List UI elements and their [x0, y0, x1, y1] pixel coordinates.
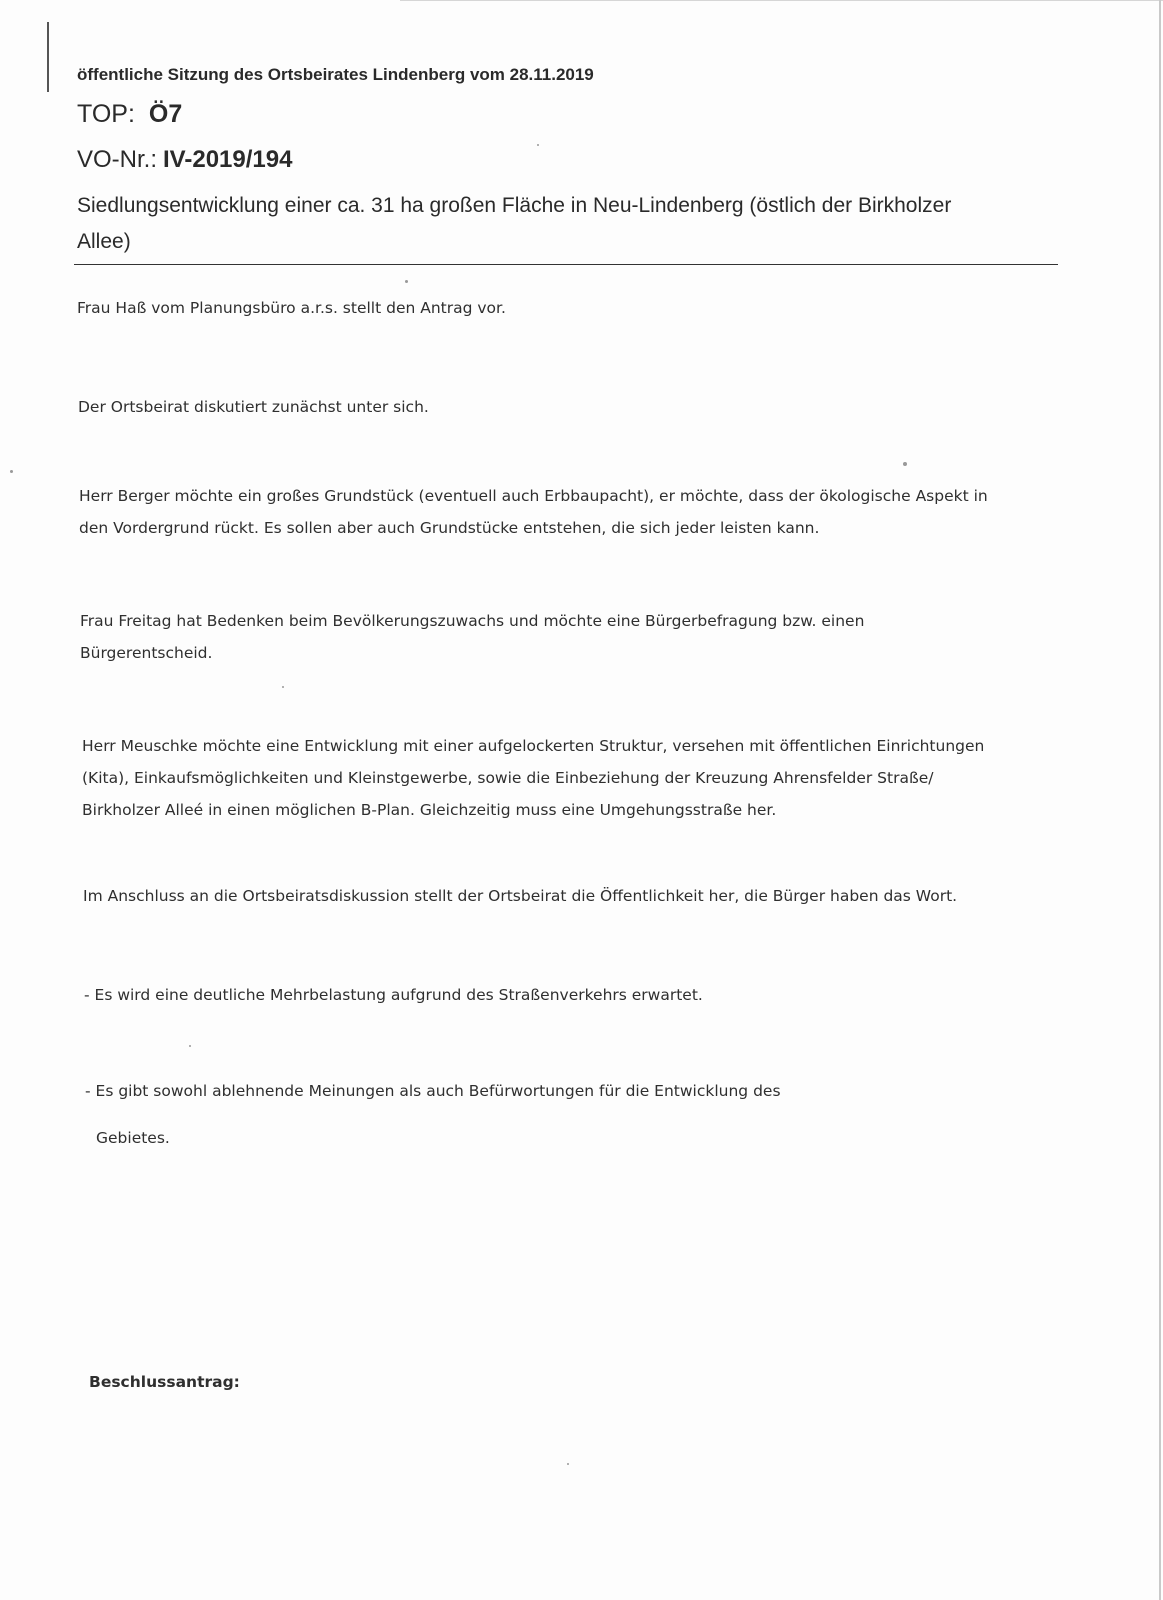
bullet-line: - Es gibt sowohl ablehnende Meinungen als auch Befürwortungen für die Entwicklung des	[85, 1082, 781, 1100]
scan-edge-top	[400, 0, 1163, 1]
paragraph-line: (Kita), Einkaufsmöglichkeiten und Kleinstgewerbe, sowie die Einbeziehung der Kreuzung Ahrensfelder Straße/	[82, 769, 934, 787]
scan-speck	[10, 470, 13, 473]
paragraph-public	[83, 880, 1083, 912]
paragraph-line: Im Anschluss an die Ortsbeiratsdiskussion stellt der Ortsbeirat die Öffentlichkeit her, die Bürger haben das Wort.	[83, 887, 958, 905]
paragraph-line: Herr Meuschke möchte eine Entwicklung mit einer aufgelockerten Struktur, versehen mit öffentlichen Einrichtungen	[82, 737, 985, 755]
scan-speck	[405, 280, 408, 283]
agenda-item	[77, 94, 1077, 134]
bullet-traffic	[84, 979, 1074, 1011]
document-header	[77, 62, 1077, 260]
paragraph-discussion	[78, 391, 1068, 423]
paragraph-line: Bürgerentscheid.	[80, 644, 213, 662]
paragraph-berger	[79, 480, 1079, 544]
vo-value: IV-2019/194	[163, 146, 293, 173]
paragraph-line: Der Ortsbeirat diskutiert zunächst unter sich.	[78, 398, 429, 416]
paragraph-presentation	[77, 292, 1067, 324]
scan-speck	[537, 144, 539, 146]
scan-edge-right	[1159, 0, 1161, 1600]
resolution-heading	[89, 1366, 1079, 1398]
paragraph-line: den Vordergrund rückt. Es sollen aber auch Grundstücke entstehen, die sich jeder leisten kann.	[79, 519, 820, 537]
scan-speck	[282, 686, 284, 688]
bullet-opinions	[85, 1075, 1075, 1107]
subject	[77, 188, 1037, 260]
subject-line-2: Allee)	[77, 230, 131, 253]
bullet-line: Gebietes.	[96, 1129, 170, 1147]
subject-line-1: Siedlungsentwicklung einer ca. 31 ha großen Fläche in Neu-Lindenberg (östlich der Birkholzer	[77, 194, 952, 217]
scan-speck	[567, 1463, 569, 1465]
bullet-line: - Es wird eine deutliche Mehrbelastung aufgrund des Straßenverkehrs erwartet.	[84, 986, 703, 1004]
punch-mark	[47, 22, 49, 92]
paragraph-freitag	[80, 605, 1070, 669]
resolution-label: Beschlussantrag:	[89, 1373, 240, 1391]
paragraph-line: Birkholzer Alleé in einen möglichen B-Plan. Gleichzeitig muss eine Umgehungsstraße her.	[82, 801, 777, 819]
scan-speck	[903, 462, 907, 466]
top-value: Ö7	[148, 100, 183, 128]
paragraph-line: Herr Berger möchte ein großes Grundstück (eventuell auch Erbbaupacht), er möchte, dass der ökologische Aspekt in	[79, 487, 988, 505]
paragraph-meuschke	[82, 730, 1092, 826]
header-divider	[74, 264, 1058, 265]
meeting-title: öffentliche Sitzung des Ortsbeirates Lindenberg vom 28.11.2019	[77, 65, 594, 84]
vo-label: VO-Nr.:	[77, 146, 158, 173]
top-label: TOP:	[77, 100, 135, 128]
paragraph-line: Frau Freitag hat Bedenken beim Bevölkerungszuwachs und möchte eine Bürgerbefragung bzw. einen	[80, 612, 865, 630]
paragraph-line: Frau Haß vom Planungsbüro a.r.s. stellt den Antrag vor.	[77, 299, 506, 317]
proposal-number	[77, 140, 1077, 180]
bullet-opinions-continued	[96, 1122, 1086, 1154]
scan-speck	[189, 1045, 191, 1047]
